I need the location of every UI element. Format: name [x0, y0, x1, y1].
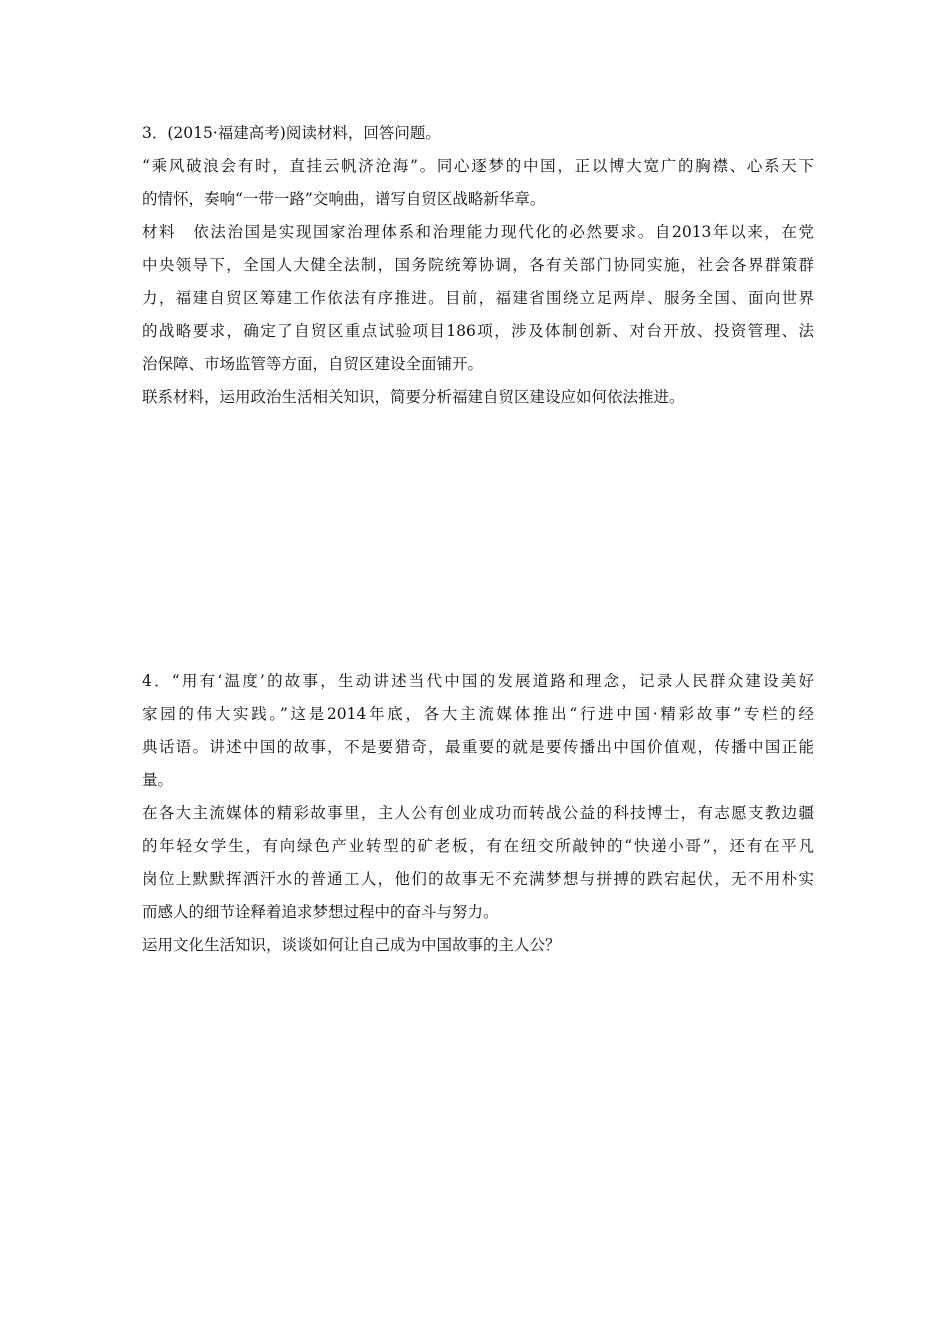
question-3-material-line-4: 的战略要求，确定了自贸区重点试验项目186项，涉及体制创新、对台开放、投资管理、法 [142, 322, 814, 340]
question-4-para2-line-4: 而感人的细节诠释着追求梦想过程中的奋斗与努力。 [142, 903, 499, 921]
question-3-material-line-2: 中央领导下，全国人大健全法制，国务院统筹协调，各有关部门协同实施，社会各界群策群 [142, 256, 814, 274]
question-4-para2-line-1: 在各大主流媒体的精彩故事里，主人公有创业成功而转战公益的科技博士，有志愿支教边疆 [142, 804, 814, 822]
question-4-para2-line-2: 的年轻女学生，有向绿色产业转型的矿老板，有在纽交所敲钟的“快递小哥”，还有在平凡 [142, 837, 814, 855]
question-3-material-line-1: 材料 依法治国是实现国家治理体系和治理能力现代化的必然要求。自2013年以来，在党 [142, 223, 814, 241]
question-4-para1-line-2: 家园的伟大实践。”这是2014年底，各大主流媒体推出“行进中国·精彩故事”专栏的经 [142, 705, 814, 723]
question-3 [142, 117, 814, 414]
question-3-material-line-3: 力，福建自贸区筹建工作依法有序推进。目前，福建省围绕立足两岸、服务全国、面向世界 [142, 289, 814, 307]
question-4-prompt: 运用文化生活知识，谈谈如何让自己成为中国故事的主人公？ [142, 936, 561, 954]
question-4-para1-line-4: 量。 [142, 771, 174, 789]
question-3-prompt: 联系材料，运用政治生活相关知识，简要分析福建自贸区建设应如何依法推进。 [142, 388, 685, 406]
question-4-para1-line-1: 4．“用有‘温度’的故事，生动讲述当代中国的发展道路和理念，记录人民群众建设美好 [142, 672, 814, 690]
question-3-material-line-5: 治保障、市场监管等方面，自贸区建设全面铺开。 [142, 355, 484, 373]
question-3-intro-line-1: “乘风破浪会有时，直挂云帆济沧海”。同心逐梦的中国，正以博大宽广的胸襟、心系天下 [142, 157, 814, 175]
question-4-para1-line-3: 典话语。讲述中国的故事，不是要猎奇，最重要的就是要传播出中国价值观，传播中国正能 [142, 738, 814, 756]
question-3-header: 3．(2015·福建高考)阅读材料，回答问题。 [142, 124, 441, 142]
question-3-intro-line-2: 的情怀，奏响“一带一路”交响曲，谱写自贸区战略新华章。 [142, 190, 546, 208]
question-4 [142, 665, 814, 962]
question-4-para2-line-3: 岗位上默默挥洒汗水的普通工人，他们的故事无不充满梦想与拼搏的跌宕起伏，无不用朴实 [142, 870, 814, 888]
